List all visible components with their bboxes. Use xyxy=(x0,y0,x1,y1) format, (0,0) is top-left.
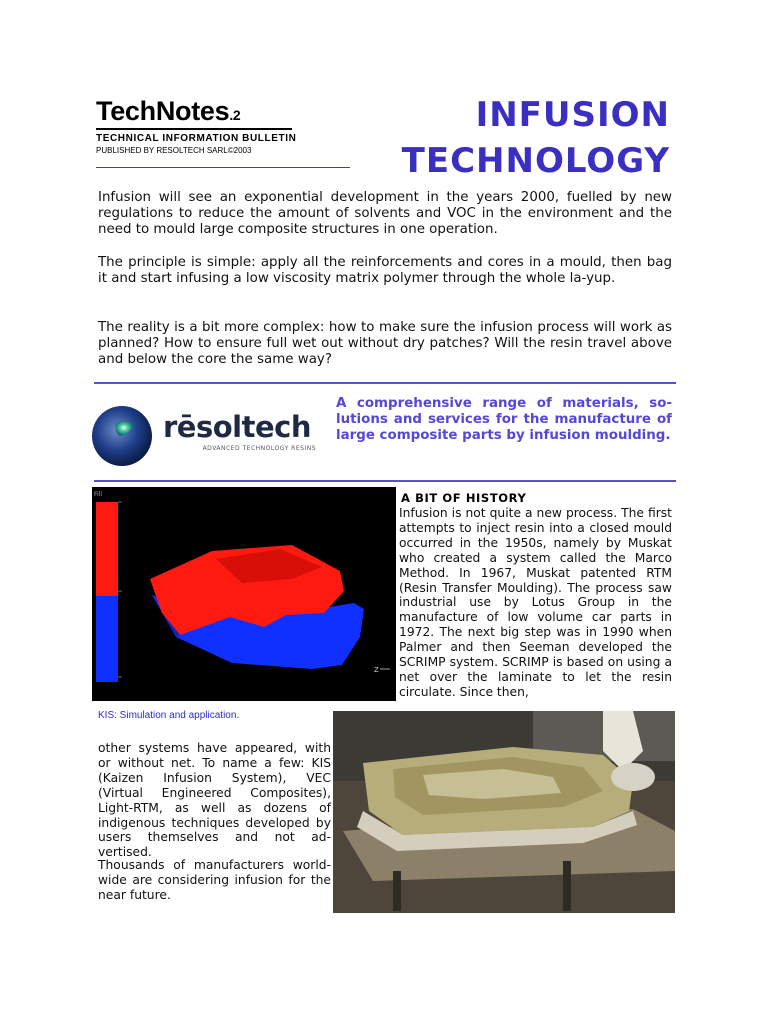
globe-logo-icon xyxy=(90,404,154,468)
figure-caption: KIS: Simulation and application. xyxy=(98,710,240,721)
history-text: Infusion is not quite a new process. The first attempts to inject resin into a closed mould occurred in the 1950s, namely by Muskat who created a system called the Marco Method. In 1967, Muskat patented RTM (Resin Transfer Moulding). The process saw industrial use by Lotus Group in the manufacture of low volume car parts in 1972. The next big step was in 1990 when Palmer and then Seeman developed the SCRIMP system. SCRIMP is based on using a net over the laminate to let the resin circulate. Since then, xyxy=(399,506,672,699)
title-line-1: INFUSION xyxy=(475,95,670,135)
brand-underline xyxy=(96,128,292,130)
brand-suffix: .2 xyxy=(229,107,241,123)
page-title xyxy=(360,92,670,184)
axis-label: Z xyxy=(374,666,379,674)
intro-paragraph-1: Infusion will see an exponential development in the years 2000, fuelled by new regulations to reduce the amount of solvents and VOC in the environment and the need to mould large composite structures in one operation. xyxy=(98,190,672,237)
intro-paragraph-3: The reality is a bit more complex: how to make sure the infusion process will work as planned? How to ensure full wet out without dry patches? Will the resin travel above and below the core the same way? xyxy=(98,320,672,367)
promo-tagline: A comprehensive range of materials, so-lutions and services for the manufacture of large composite parts by infusion moulding. xyxy=(336,396,672,443)
brand-logo-text xyxy=(96,96,240,127)
intro-paragraph-2: The principle is simple: apply all the reinforcements and cores in a mould, then bag it and start infusing a low viscosity matrix polymer through the whole la-yup. xyxy=(98,255,672,286)
section-divider-top xyxy=(94,382,676,384)
logo-tagline: ADVANCED TECHNOLOGY RESINS xyxy=(202,445,316,452)
scale-bar-blue xyxy=(96,596,118,682)
scale-bar-red xyxy=(96,502,118,596)
section-divider-bottom xyxy=(94,480,676,482)
history-continued-1: other systems have appeared, with or without net. To name a few: KIS (Kaizen Infusion System), VEC (Virtual Engineered Composites), Light-RTM, as well as dozens of indigenous techniques developed by users themselves and not ad-vertised. xyxy=(98,741,331,860)
history-heading: A BIT OF HISTORY xyxy=(401,491,527,505)
simulation-render xyxy=(92,487,396,701)
history-continued-2: Thousands of manufacturers world-wide are considering infusion for the near future. xyxy=(98,858,331,902)
infusion-photo xyxy=(333,711,675,913)
title-line-2: TECHNOLOGY xyxy=(401,141,670,181)
application-photo xyxy=(333,711,675,913)
bulletin-label: TECHNICAL INFORMATION BULLETIN xyxy=(96,133,297,144)
simulation-image xyxy=(92,487,396,701)
publisher-line: PUBLISHED BY RESOLTECH SARL©2003 xyxy=(96,146,252,155)
masthead-divider xyxy=(96,167,350,168)
logo-wordmark: rēsoltech xyxy=(163,410,311,444)
brand-name: TechNotes xyxy=(96,96,230,126)
scale-label: Fill xyxy=(94,491,103,498)
